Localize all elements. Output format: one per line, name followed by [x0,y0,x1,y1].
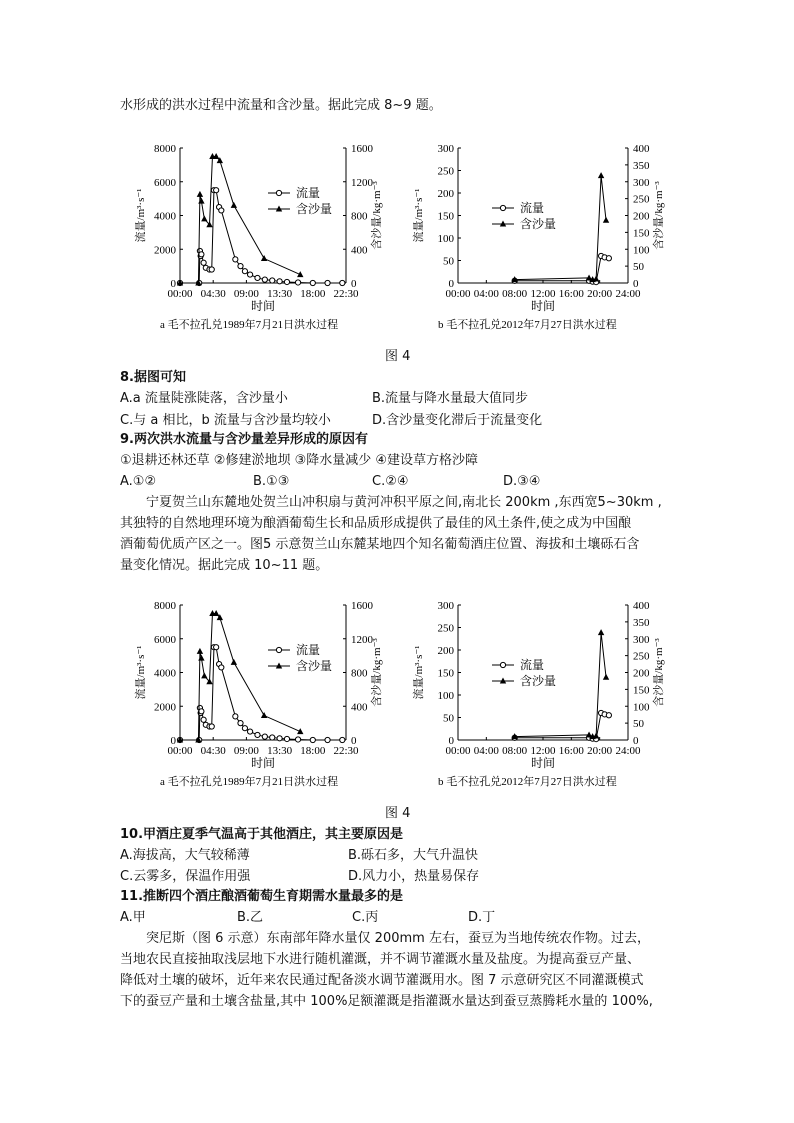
panel-1-left-tick-label: 250 [437,622,454,635]
panel-0-right-tick-label: 1600 [351,143,373,155]
panel-0-x-axis-title: 时间 [250,756,276,770]
panel-0-x-tick-label: 13:30 [267,745,293,757]
panel-1-right-tick-label: 350 [633,616,650,629]
panel-1-sediment-point [598,629,604,635]
panel-0-flow-point [247,272,252,277]
panel-1-right-tick-label: 150 [633,227,650,240]
panel-0-sediment-point [261,712,267,718]
paragraph-2-line-4: 量变化情况。据此完成 10~11 题。 [120,558,329,573]
panel-0-sediment-point [198,198,204,204]
panel-0-left-axis-title: 流量/m³·s⁻¹ [135,188,147,243]
panel-0-flow-point [199,709,204,714]
q11-option-b[interactable]: B.乙 [237,910,264,925]
panel-0-flow-point [219,665,224,670]
panel-0-right-tick-label: 800 [351,210,368,223]
panel-0-sediment-point [197,648,203,654]
panel-1-legend-flow-marker [500,205,505,210]
panel-1-left-tick-label: 100 [437,690,454,702]
panel-1-x-tick-label: 24:00 [615,288,641,300]
figure-4-bottom [0,597,794,827]
panel-1-sediment-point [593,275,599,281]
panel-1-legend-flow-label: 流量 [520,658,545,672]
panel-1-flow-point [606,713,611,718]
panel-0-right-tick-label: 1200 [351,176,373,189]
panel-1-right-tick-label: 0 [633,278,639,290]
panel-1-sediment-point [598,172,604,178]
q8-option-d[interactable]: D.含沙量变化滞后于流量变化 [372,413,543,428]
panel-0-flow-point [247,729,252,734]
panel-1-left-tick-label: 150 [437,210,454,223]
panel-0-right-tick-label: 0 [351,278,357,290]
panel-0-legend-sediment-label: 含沙量 [296,659,333,673]
panel-1-right-tick-label: 0 [633,735,639,747]
panel-0-flow-point [214,645,219,650]
panel-1-right-axis-title: 含沙量/kg·m⁻³ [653,638,665,707]
panel-1-x-axis-title: 时间 [530,299,556,313]
panel-0-flow-point [270,278,275,283]
panel-0-left-tick-label: 8000 [154,600,176,612]
panel-0-flow-point [262,734,267,739]
panel-1-left-axis-title: 流量/m³·s⁻¹ [413,645,425,700]
q11-option-c[interactable]: C.丙 [352,910,379,925]
panel-1-legend-flow-label: 流量 [520,201,545,215]
intro-text: 水形成的洪水过程中流量和含沙量。据此完成 8~9 题。 [120,98,442,113]
panel-0-sediment-point [197,191,203,197]
panel-0-right-tick-label: 1200 [351,633,373,646]
panel-1-right-tick-label: 250 [633,193,650,206]
panel-0-x-tick-label: 00:00 [167,745,193,757]
q9-option-d[interactable]: D.③④ [503,474,541,489]
panel-0-legend-flow-marker [276,190,281,195]
panel-0-flow-point [209,267,214,272]
panel-0-x-tick-label: 18:00 [300,745,326,757]
panel-1-left-tick-label: 300 [437,600,454,612]
q11-stem: 11.推断四个酒庄酿酒葡萄生育期需水量最多的是 [120,889,404,904]
panel-0-flow-point [325,737,330,742]
panel-0-flow-point [340,737,345,742]
panel-1-legend-flow-marker [500,662,505,667]
panel-0-flow-point [242,726,247,731]
panel-1-sediment-point [603,217,609,223]
panel-1-right-tick-label: 400 [633,600,650,612]
panel-0-left-tick-label: 0 [170,278,176,290]
panel-0-flow-point [199,252,204,257]
panel-1-caption: b 毛不拉孔兑2012年7月27日洪水过程 [438,319,617,331]
panel-1-left-tick-label: 200 [437,645,454,657]
q8-option-c[interactable]: C.与 a 相比，b 流量与含沙量均较小 [120,413,331,428]
paragraph-3-line-4: 下的蚕豆产量和土壤含盐量,其中 100%足额灌溉是指灌溉水量达到蚕豆蒸腾耗水量的 100%, [120,994,653,1009]
panel-1-x-tick-label: 16:00 [558,288,584,300]
panel-0-flow-point [238,264,243,269]
q10-option-a[interactable]: A.海拔高，大气较稀薄 [120,848,250,863]
panel-1-sediment-point [593,732,599,738]
panel-1-x-tick-label: 00:00 [445,745,471,757]
panel-1-x-tick-label: 12:00 [530,288,556,300]
panel-1-right-tick-label: 100 [633,701,650,714]
q11-option-a[interactable]: A.甲 [120,910,146,925]
panel-1-right-axis-title: 含沙量/kg·m⁻³ [653,181,665,250]
panel-0-flow-point [238,721,243,726]
q9-option-a[interactable]: A.①② [120,474,157,489]
panel-0-left-tick-label: 2000 [154,244,176,257]
q8-option-a[interactable]: A.a 流量陡涨陡落，含沙量小 [120,391,288,406]
panel-0-flow-point [209,724,214,729]
panel-1-x-tick-label: 00:00 [445,288,471,300]
panel-0-flow-point [262,277,267,282]
paragraph-3-line-2: 当地农民直接抽取浅层地下水进行随机灌溉，并不调节灌溉水量及盐度。为提高蚕豆产量、 [120,952,641,967]
panel-0-legend-flow-label: 流量 [296,643,321,657]
panel-0-caption: a 毛不拉孔兑1989年7月21日洪水过程 [160,776,339,788]
panel-0-right-tick-label: 400 [351,244,368,257]
paragraph-2-line-1: 宁夏贺兰山东麓地处贺兰山冲积扇与黄河冲积平原之间,南北长 200km ,东西宽5~30km , [146,495,662,510]
panel-0-x-tick-label: 13:30 [267,288,293,300]
panel-0-legend-flow-label: 流量 [296,186,321,200]
panel-1-left-tick-label: 200 [437,188,454,200]
panel-0-flow-point [295,737,300,742]
panel-1-right-tick-label: 100 [633,244,650,257]
panel-1-right-tick-label: 350 [633,159,650,172]
paragraph-3-line-1: 突尼斯（图 6 示意）东南部年降水量仅 200mm 左右，蚕豆为当地传统农作物。过去， [146,931,650,946]
q8-option-b[interactable]: B.流量与降水量最大值同步 [372,391,529,406]
q9-items: ①退耕还林还草 ②修建淤地坝 ③降水量减少 ④建设草方格沙障 [120,453,479,468]
q10-option-b[interactable]: B.砾石多，大气升温快 [348,848,479,863]
panel-0-left-tick-label: 4000 [154,210,176,223]
panel-0-left-axis-title: 流量/m³·s⁻¹ [135,645,147,700]
panel-1-right-tick-label: 50 [633,261,644,274]
figure-label: 图 4 [385,349,411,364]
panel-0-flow-point [310,280,315,285]
q9-option-b[interactable]: B.①③ [253,474,290,489]
q8-stem: 8.据图可知 [120,370,186,385]
panel-0-left-tick-label: 6000 [154,176,176,189]
q10-option-c[interactable]: C.云雾多，保温作用强 [120,869,251,884]
panel-1-left-tick-label: 100 [437,233,454,245]
panel-0-caption: a 毛不拉孔兑1989年7月21日洪水过程 [160,319,339,331]
panel-1-right-tick-label: 300 [633,176,650,189]
panel-1-right-tick-label: 200 [633,210,650,223]
panel-1-left-tick-label: 50 [443,255,454,268]
panel-0-legend-flow-marker [276,647,281,652]
panel-0-right-tick-label: 1600 [351,600,373,612]
panel-0-flow-point [242,269,247,274]
panel-1-flow-point [606,256,611,261]
panel-1-x-tick-label: 04:00 [473,288,499,300]
panel-0-left-tick-label: 8000 [154,143,176,155]
figure-label-repeat: 图 4 [385,806,411,821]
panel-0-flow-point [310,737,315,742]
q10-stem: 10.甲酒庄夏季气温高于其他酒庄，其主要原因是 [120,827,404,842]
panel-0-x-tick-label: 22:30 [333,745,359,757]
panel-0-flow-point [340,280,345,285]
panel-0-flow-point [219,208,224,213]
panel-1-right-tick-label: 200 [633,667,650,680]
q9-stem: 9.两次洪水流量与含沙量差异形成的原因有 [120,432,368,447]
panel-1-right-tick-label: 400 [633,143,650,155]
panel-0-legend-sediment-label: 含沙量 [296,202,333,216]
panel-0-flow-point [255,732,260,737]
panel-1-x-tick-label: 08:00 [502,745,528,757]
figure-4-top [0,140,794,370]
panel-1-caption: b 毛不拉孔兑2012年7月27日洪水过程 [438,776,617,788]
panel-1-left-tick-label: 150 [437,667,454,680]
panel-0-flow-point [325,280,330,285]
panel-1-right-tick-label: 50 [633,718,644,731]
panel-1-x-tick-label: 20:00 [587,288,613,300]
panel-0-left-tick-label: 4000 [154,667,176,680]
panel-1-x-axis-title: 时间 [530,756,556,770]
panel-0-right-axis-title: 含沙量/kg·m⁻³ [371,181,383,250]
panel-1-x-tick-label: 04:00 [473,745,499,757]
paragraph-2-line-2: 其独特的自然地理环境为酿酒葡萄生长和品质形成提供了最佳的风土条件,使之成为中国酿 [120,516,632,531]
panel-0-flow-point [270,735,275,740]
q9-option-c[interactable]: C.②④ [372,474,409,489]
panel-1-x-tick-label: 12:00 [530,745,556,757]
panel-1-right-tick-label: 250 [633,650,650,663]
panel-0-flow-point [214,188,219,193]
panel-1-left-tick-label: 250 [437,165,454,178]
panel-1-x-tick-label: 16:00 [558,745,584,757]
panel-0-left-tick-label: 6000 [154,633,176,646]
panel-0-right-tick-label: 800 [351,667,368,680]
paragraph-3-line-3: 降低对土壤的破坏，近年来农民通过配备淡水调节灌溉用水。图 7 示意研究区不同灌溉模式 [120,973,644,988]
panel-0-x-tick-label: 09:00 [233,745,259,757]
panel-1-x-tick-label: 20:00 [587,745,613,757]
panel-0-flow-point [284,736,289,741]
panel-1-left-axis-title: 流量/m³·s⁻¹ [413,188,425,243]
panel-1-x-tick-label: 08:00 [502,288,528,300]
panel-1-legend-sediment-label: 含沙量 [520,674,557,688]
q10-option-d[interactable]: D.风力小，热量易保存 [348,869,480,884]
panel-0-flow-point [233,714,238,719]
panel-0-x-tick-label: 09:00 [233,288,259,300]
panel-0-sediment-point [231,659,237,665]
panel-0-left-tick-label: 2000 [154,701,176,714]
panel-0-flow-point [201,260,206,265]
panel-0-flow-point [201,717,206,722]
panel-0-flow-point [284,279,289,284]
panel-0-x-tick-label: 00:00 [167,288,193,300]
panel-0-right-axis-title: 含沙量/kg·m⁻³ [371,638,383,707]
panel-0-right-tick-label: 400 [351,701,368,714]
panel-0-x-tick-label: 04:30 [200,288,226,300]
panel-0-sediment-point [201,672,207,678]
panel-0-left-tick-label: 0 [170,735,176,747]
panel-0-sediment-point [201,215,207,221]
panel-0-flow-point [233,257,238,262]
panel-0-flow-point [255,275,260,280]
panel-1-left-tick-label: 0 [448,278,454,290]
panel-0-x-tick-label: 18:00 [300,288,326,300]
panel-1-x-tick-label: 24:00 [615,745,641,757]
panel-1-legend-sediment-label: 含沙量 [520,217,557,231]
panel-0-sediment-point [198,655,204,661]
panel-1-left-tick-label: 0 [448,735,454,747]
panel-0-x-tick-label: 04:30 [200,745,226,757]
panel-0-right-tick-label: 0 [351,735,357,747]
panel-0-sediment-point [231,202,237,208]
panel-1-right-tick-label: 300 [633,633,650,646]
paragraph-2-line-3: 酒葡萄优质产区之一。图5 示意贺兰山东麓某地四个知名葡萄酒庄位置、海拔和土壤砾石含 [120,537,640,552]
panel-1-right-tick-label: 150 [633,684,650,697]
panel-0-sediment-point [261,255,267,261]
panel-1-sediment-point [603,674,609,680]
q11-option-d[interactable]: D.丁 [468,910,496,925]
panel-0-flow-point [295,280,300,285]
panel-0-flow-point [277,279,282,284]
panel-0-x-axis-title: 时间 [250,299,276,313]
panel-0-flow-point [277,736,282,741]
panel-1-left-tick-label: 300 [437,143,454,155]
panel-1-left-tick-label: 50 [443,712,454,725]
panel-0-x-tick-label: 22:30 [333,288,359,300]
